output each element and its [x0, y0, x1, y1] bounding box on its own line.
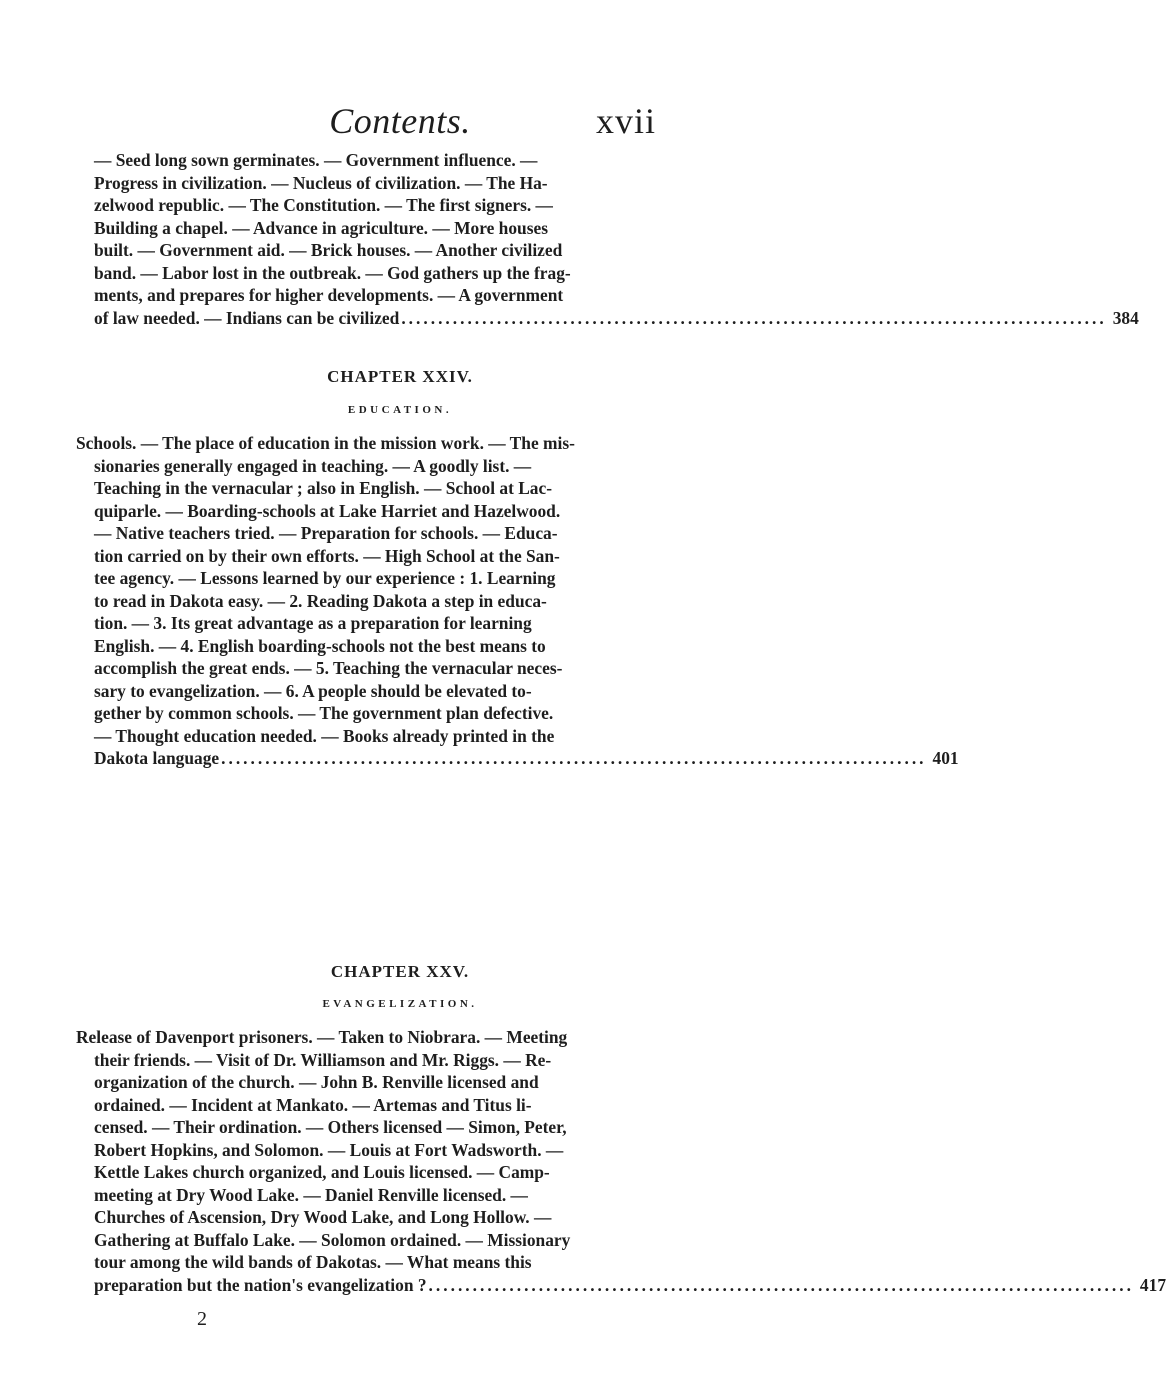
chapter-entry — [76, 432, 959, 770]
entry-page-number: 401 — [932, 748, 959, 768]
entry-line: meeting at Dry Wood Lake. — Daniel Renville licensed. — — [94, 1184, 528, 1205]
entry-line-text: preparation but the nation's evangelization ? — [94, 1274, 427, 1295]
entry-line: — Seed long sown germinates. — Government influence. — — [94, 150, 538, 170]
page-number: xvii — [595, 101, 656, 141]
entry-line: English. — 4. English boarding-schools not the best means to — [94, 635, 546, 656]
running-title: Contents. — [329, 101, 471, 141]
entry-line: ordained. — Incident at Mankato. — Artemas and Titus li- — [94, 1094, 532, 1115]
entry-line: gether by common schools. — The government plan defective. — [94, 703, 554, 723]
running-head — [0, 100, 800, 150]
entry-line: sary to evangelization. — 6. A people should be elevated to- — [94, 680, 532, 701]
entry-line: Teaching in the vernacular ; also in English. — School at Lac- — [94, 478, 553, 498]
chapter-subject: EDUCATION. — [347, 404, 453, 416]
entry-line-text: of law needed. — Indians can be civilized — [94, 307, 400, 328]
entry-line: zelwood republic. — The Constitution. — The first signers. — — [94, 195, 553, 215]
entry-page-number: 384 — [1112, 307, 1139, 328]
entry-line: — Native teachers tried. — Preparation for schools. — Educa- — [94, 523, 558, 543]
entry-line: tee agency. — Lessons learned by our experience : 1. Learning — [94, 568, 556, 588]
leader-dots: ................................................................................................ — [401, 307, 1107, 328]
entry-line: quiparle. — Boarding-schools at Lake Harriet and Hazelwood. — [94, 500, 561, 521]
entry-line: Churches of Ascension, Dry Wood Lake, and Long Hollow. — — [94, 1207, 552, 1227]
entry-line: built. — Government aid. — Brick houses. — Another civilized — [94, 240, 563, 260]
entry-line: censed. — Their ordination. — Others licensed — Simon, Peter, — [94, 1117, 567, 1137]
entry-line: tion. — 3. Its great advantage as a preparation for learning — [94, 613, 532, 633]
entry-line: band. — Labor lost in the outbreak. — God gathers up the frag- — [94, 262, 571, 283]
entry-last-line — [94, 1274, 1166, 1297]
entry-line: — Thought education needed. — Books already printed in the — [94, 725, 555, 746]
entry-line: organization of the church. — John B. Renville licensed and — [94, 1072, 539, 1092]
entry-line: Robert Hopkins, and Solomon. — Louis at Fort Wadsworth. — — [94, 1139, 564, 1160]
entry-line: Kettle Lakes church organized, and Louis licensed. — Camp- — [94, 1162, 550, 1182]
entry-line: Gathering at Buffalo Lake. — Solomon ordained. — Missionary — [94, 1229, 571, 1250]
entry-line: tour among the wild bands of Dakotas. — What means this — [94, 1252, 532, 1272]
entry-line: ments, and prepares for higher developments. — A government — [94, 285, 564, 305]
entry-first-line: Schools. — The place of education in the mission work. — The mis- — [76, 433, 575, 453]
entry-line: Building a chapel. — Advance in agriculture. — More houses — [94, 217, 548, 238]
entry-last-line — [94, 747, 959, 770]
entry-first-line: Release of Davenport prisoners. — Taken to Niobrara. — Meeting — [76, 1027, 568, 1047]
entry-line: Progress in civilization. — Nucleus of civilization. — The Ha- — [94, 172, 548, 193]
entry-line: their friends. — Visit of Dr. Williamson and Mr. Riggs. — Re- — [94, 1049, 552, 1070]
entry-line: tion carried on by their own efforts. — High School at the San- — [94, 545, 560, 566]
entry-page-number: 417 — [1139, 1274, 1166, 1295]
entry-line-text: Dakota language — [94, 748, 220, 768]
chapter-heading: CHAPTER XXIV. — [327, 367, 473, 386]
leader-dots: ................................................................................................ — [428, 1274, 1134, 1295]
chapter-heading: CHAPTER XXV. — [330, 962, 470, 981]
entry-line: sionaries generally engaged in teaching. — A goodly list. — — [94, 455, 532, 476]
chapter-subject: EVANGELIZATION. — [322, 998, 478, 1010]
leader-dots: ................................................................................................ — [221, 748, 927, 768]
entry-last-line — [94, 307, 1139, 330]
signature-mark: 2 — [197, 1308, 207, 1330]
chapter-entry — [76, 1026, 1166, 1296]
entry-line: accomplish the great ends. — 5. Teaching the vernacular neces- — [94, 658, 563, 678]
entry-line: to read in Dakota easy. — 2. Reading Dakota a step in educa- — [94, 590, 547, 611]
continued-entry — [94, 149, 1139, 329]
